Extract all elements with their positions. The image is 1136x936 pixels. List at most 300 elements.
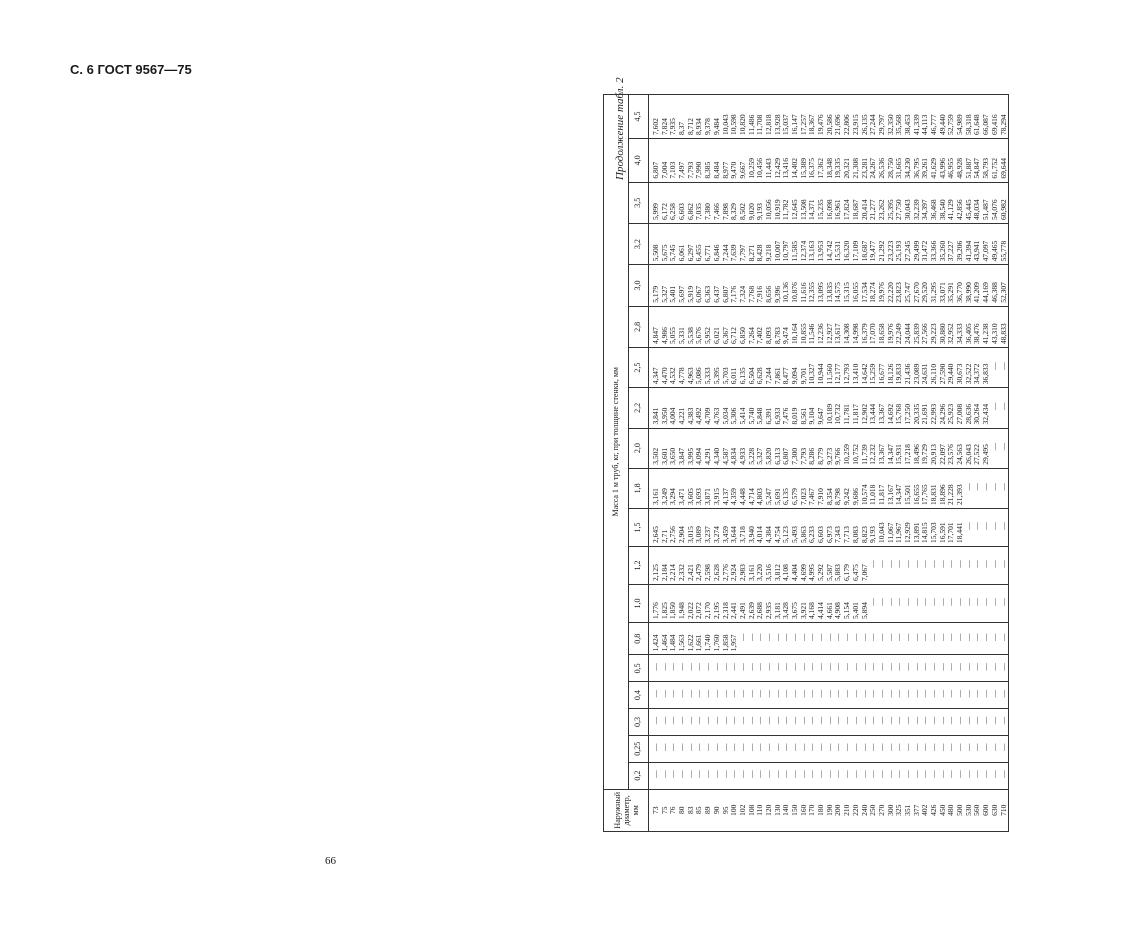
mass-value: —: [659, 689, 669, 698]
mass-value: 22,249: [894, 323, 904, 345]
mass-value: 6,172: [659, 203, 669, 220]
mass-value: —: [972, 598, 982, 606]
mass-value: —: [929, 770, 938, 778]
mass-value: 7,910: [816, 488, 826, 505]
mass-value: 14,308: [842, 323, 852, 345]
mass-value: 7,793: [798, 447, 808, 465]
mass-value: 2,125: [651, 564, 660, 581]
mass-value: 18,348: [824, 157, 834, 179]
mass-value: —: [998, 770, 1008, 778]
mass-value: 27,008: [955, 403, 965, 425]
mass-value: 1,622: [685, 634, 695, 652]
mass-value: —: [981, 633, 991, 641]
mass-value: 26,135: [859, 114, 869, 136]
mass-value: —: [972, 743, 982, 752]
mass-value: —: [781, 689, 791, 698]
mass-value: —: [989, 663, 999, 671]
diameter-value: 426: [929, 804, 938, 816]
mass-value: —: [772, 743, 782, 752]
mass-value: 14,402: [790, 157, 799, 179]
mass-value: —: [651, 663, 660, 671]
mass-value: —: [998, 716, 1008, 725]
mass-value: 29,223: [929, 323, 938, 345]
mass-value: 14,742: [824, 240, 834, 262]
mass-value: —: [911, 598, 921, 606]
mass-value: 6,297: [685, 244, 695, 262]
mass-value: —: [790, 663, 799, 671]
mass-value: —: [989, 716, 999, 725]
mass-value: 7,244: [763, 367, 773, 385]
mass-value: —: [963, 770, 973, 778]
mass-value: 3,921: [798, 602, 808, 619]
mass-value: 34,372: [972, 363, 982, 385]
mass-value: 4,291: [703, 447, 713, 465]
mass-value: 45,445: [963, 199, 973, 220]
mass-value: —: [955, 598, 965, 606]
mass-value: —: [859, 716, 869, 725]
mass-column: [649, 622, 1009, 654]
mass-value: 20,414: [859, 199, 869, 220]
mass-value: —: [685, 689, 695, 698]
mass-value: 3,871: [703, 488, 713, 505]
mass-value: 29,520: [920, 282, 930, 303]
mass-value: 6,455: [694, 244, 704, 262]
mass-value: 24,044: [902, 323, 912, 345]
mass-value: 5,055: [668, 327, 678, 345]
diameter-value: 480: [946, 804, 956, 816]
mass-value: —: [703, 743, 713, 752]
mass-value: 5,952: [703, 327, 713, 345]
mass-value: —: [972, 663, 982, 671]
mass-value: —: [807, 689, 817, 698]
mass-value: 3,161: [746, 564, 756, 581]
mass-value: 25,193: [894, 240, 904, 262]
mass-value: 4,933: [737, 447, 747, 465]
mass-value: —: [755, 716, 765, 725]
mass-value: 7,793: [685, 161, 695, 179]
mass-value: —: [998, 560, 1008, 568]
mass-value: 15,037: [781, 114, 791, 136]
mass-value: 3,847: [677, 447, 687, 465]
thickness-header: 1,5: [629, 508, 649, 546]
mass-value: 10,574: [859, 484, 869, 505]
mass-value: —: [737, 716, 747, 725]
mass-value: 3,675: [790, 602, 799, 619]
mass-value: 7,768: [746, 285, 756, 303]
mass-value: —: [885, 689, 895, 698]
mass-value: 3,812: [772, 564, 782, 581]
mass-value: —: [746, 743, 756, 752]
mass-value: 3,995: [685, 447, 695, 465]
mass-value: 27,566: [920, 323, 930, 345]
mass-value: —: [920, 560, 930, 568]
mass-value: —: [737, 743, 747, 752]
mass-value: 2,776: [720, 564, 730, 581]
mass-value: 2,022: [685, 602, 695, 619]
mass-value: —: [842, 689, 852, 698]
mass-value: 17,109: [850, 240, 860, 262]
mass-value: 7,990: [694, 161, 704, 179]
mass-value: 4,014: [755, 526, 765, 543]
mass-value: 2,332: [677, 564, 687, 581]
mass-column: [649, 182, 1009, 223]
mass-value: 4,986: [659, 327, 669, 345]
mass-value: 43,310: [989, 323, 999, 345]
mass-value: —: [876, 598, 886, 606]
mass-value: 5,123: [781, 526, 791, 543]
mass-value: 23,223: [885, 240, 895, 262]
mass-value: —: [833, 770, 843, 778]
mass-value: —: [963, 743, 973, 752]
mass-value: 46,777: [929, 114, 938, 136]
mass-value: 2,072: [694, 602, 704, 619]
mass-value: 6,973: [824, 526, 834, 543]
mass-value: 11,560: [824, 363, 834, 385]
mass-value: —: [981, 598, 991, 606]
mass-value: —: [972, 633, 982, 641]
mass-value: —: [685, 663, 695, 671]
mass-value: 41,129: [946, 199, 956, 220]
mass-value: 1,948: [677, 602, 687, 619]
thickness-header: 1,2: [629, 546, 649, 584]
mass-value: —: [929, 663, 938, 671]
mass-value: —: [859, 743, 869, 752]
mass-value: 17,070: [868, 323, 878, 345]
mass-value: —: [885, 560, 895, 568]
mass-value: —: [720, 716, 730, 725]
mass-value: —: [720, 743, 730, 752]
thickness-header: 0,2: [629, 762, 649, 789]
mass-value: 7,402: [755, 327, 765, 345]
mass-value: 12,929: [902, 522, 912, 543]
mass-value: 5,894: [859, 602, 869, 619]
thickness-header: 4,5: [629, 95, 649, 139]
mass-value: 5,863: [798, 526, 808, 543]
mass-value: 48,034: [972, 199, 982, 220]
mass-value: 5,740: [746, 407, 756, 425]
mass-value: 15,501: [902, 484, 912, 505]
mass-value: —: [694, 689, 704, 698]
mass-value: 10,056: [763, 199, 773, 220]
mass-value: 8,712: [685, 118, 695, 136]
mass-value: 78,294: [998, 114, 1008, 136]
mass-value: —: [998, 522, 1008, 530]
mass-value: 7,035: [694, 203, 704, 220]
mass-value: 36,468: [929, 199, 938, 220]
mass-value: 7,103: [668, 161, 678, 179]
mass-value: 29,499: [911, 240, 921, 262]
mass-value: 16,055: [850, 282, 860, 303]
mass-value: —: [694, 716, 704, 725]
mass-value: 23,915: [850, 114, 860, 136]
diameter-value: 402: [920, 804, 930, 816]
mass-value: —: [963, 483, 973, 491]
mass-value: 2,628: [711, 564, 721, 581]
mass-value: —: [781, 716, 791, 725]
mass-value: —: [859, 689, 869, 698]
mass-value: 7,300: [790, 447, 799, 465]
mass-value: —: [911, 633, 921, 641]
mass-value: 5,154: [842, 602, 852, 619]
mass-value: 19,729: [920, 444, 930, 465]
mass-value: 12,177: [833, 363, 843, 385]
mass-value: 60,982: [998, 199, 1008, 220]
mass-value: 12,818: [763, 114, 773, 136]
mass-value: 2,214: [668, 564, 678, 581]
mass-value: 48,928: [955, 157, 965, 179]
mass-value: 17,534: [859, 282, 869, 303]
mass-value: 25,395: [885, 199, 895, 220]
diameter-value: 108: [746, 804, 756, 816]
mass-value: 47,097: [981, 240, 991, 262]
mass-value: 41,209: [972, 282, 982, 303]
mass-value: 34,230: [902, 157, 912, 179]
mass-value: 12,793: [842, 363, 852, 385]
diameter-value: 95: [720, 806, 730, 815]
mass-value: 7,466: [711, 203, 721, 220]
mass-value: —: [989, 483, 999, 491]
mass-value: 1,464: [659, 634, 669, 652]
mass-value: 4,963: [685, 367, 695, 385]
mass-value: 26,110: [929, 363, 938, 385]
mass-value: 6,807: [720, 285, 730, 303]
mass-value: —: [972, 560, 982, 568]
mass-value: 24,631: [920, 363, 930, 385]
mass-value: 27,670: [911, 282, 921, 303]
mass-value: 11,739: [859, 444, 869, 465]
mass-value: 6,504: [746, 367, 756, 385]
mass-value: 4,754: [772, 526, 782, 543]
mass-value: 17,362: [816, 157, 826, 179]
mass-value: —: [981, 560, 991, 568]
mass-value: 2,421: [685, 564, 695, 581]
mass-value: —: [894, 598, 904, 606]
diameter-value: 75: [659, 806, 669, 815]
mass-value: —: [902, 716, 912, 725]
mass-value: 58,318: [963, 114, 973, 136]
mass-value: 7,935: [668, 118, 678, 136]
mass-value: 14,347: [885, 444, 895, 465]
mass-value: —: [659, 743, 669, 752]
mass-value: —: [876, 743, 886, 752]
mass-value: 9,020: [746, 203, 756, 220]
mass-value: 46,388: [989, 282, 999, 303]
diameter-value: 102: [737, 804, 747, 816]
mass-value: 11,967: [894, 522, 904, 543]
mass-value: —: [937, 560, 947, 568]
mass-value: 4,763: [711, 407, 721, 425]
mass-value: —: [798, 743, 808, 752]
mass-value: 6,061: [677, 244, 687, 262]
mass-value: —: [816, 689, 826, 698]
mass-value: 18,441: [955, 522, 965, 543]
mass-value: —: [651, 770, 660, 778]
mass-value: 7,324: [737, 285, 747, 303]
mass-value: 31,472: [920, 240, 930, 262]
mass-value: 10,007: [772, 240, 782, 262]
mass-value: 10,876: [790, 282, 799, 303]
mass-value: —: [929, 716, 938, 725]
mass-value: 4,470: [659, 367, 669, 385]
mass-value: 9,686: [850, 488, 860, 505]
mass-value: 16,591: [937, 522, 947, 543]
mass-value: 28,750: [885, 157, 895, 179]
mass-value: 3,471: [677, 488, 687, 505]
thickness-header: 2,5: [629, 348, 649, 388]
mass-value: 51,487: [981, 199, 991, 220]
mass-value: 16,655: [911, 484, 921, 505]
mass-value: —: [955, 633, 965, 641]
mass-value: 8,823: [859, 526, 869, 543]
mass-value: —: [703, 770, 713, 778]
diameter-value: 140: [781, 804, 791, 816]
diameter-value: 200: [833, 804, 843, 816]
mass-value: —: [963, 522, 973, 530]
mass-value: 11,443: [763, 158, 773, 179]
mass-value: —: [989, 770, 999, 778]
mass-value: 18,496: [911, 444, 921, 465]
mass-value: —: [711, 770, 721, 778]
mass-value: 5,327: [755, 447, 765, 465]
mass-value: 30,264: [972, 403, 982, 425]
mass-value: 41,339: [911, 114, 921, 136]
mass-value: 48,833: [998, 323, 1008, 345]
mass-value: 6,850: [737, 327, 747, 345]
mass-value: —: [894, 689, 904, 698]
diameter-value: 300: [885, 804, 895, 816]
mass-value: 4,714: [746, 488, 756, 505]
mass-value: 7,797: [737, 244, 747, 262]
mass-value: 7,343: [833, 526, 843, 543]
mass-value: 8,484: [711, 161, 721, 179]
mass-column: [649, 735, 1009, 762]
mass-value: 6,603: [677, 203, 687, 220]
mass-value: 21,228: [946, 484, 956, 505]
mass-column: [649, 388, 1009, 428]
mass-value: 5,228: [746, 447, 756, 465]
mass-value: 7,602: [651, 118, 660, 136]
mass-value: 3,693: [694, 488, 704, 505]
mass-value: 44,169: [981, 282, 991, 303]
diameter-value: 120: [763, 804, 773, 816]
mass-value: 15,531: [833, 240, 843, 262]
mass-value: —: [929, 598, 938, 606]
continuation-label: Продолжение табл. 2: [614, 77, 626, 180]
mass-value: —: [729, 716, 739, 725]
mass-value: —: [850, 663, 860, 671]
thickness-header: 0,5: [629, 655, 649, 682]
mass-value: 3,940: [746, 526, 756, 543]
mass-value: 1,563: [677, 634, 687, 652]
mass-value: 2,924: [729, 564, 739, 581]
mass-value: 8,977: [720, 161, 730, 179]
mass-value: 9,094: [790, 367, 799, 385]
mass-value: 10,752: [850, 444, 860, 465]
mass-value: —: [703, 689, 713, 698]
mass-value: 54,847: [972, 157, 982, 179]
mass-value: —: [790, 743, 799, 752]
mass-value: 8,354: [824, 488, 834, 505]
mass-value: —: [824, 770, 834, 778]
mass-value: —: [929, 743, 938, 752]
mass-value: 5,587: [824, 564, 834, 581]
mass-value: —: [685, 770, 695, 778]
mass-value: 4,108: [781, 564, 791, 581]
mass-value: 12,429: [772, 157, 782, 179]
mass-value: 4,404: [790, 564, 799, 581]
diameter-value: 180: [816, 804, 826, 816]
mass-value: 6,712: [729, 327, 739, 345]
mass-value: —: [885, 633, 895, 641]
diameter-value: 710: [998, 804, 1008, 816]
diameter-value: 110: [755, 804, 765, 816]
mass-value: —: [850, 716, 860, 725]
mass-value: 6,603: [816, 526, 826, 543]
mass-value: 3,294: [668, 488, 678, 505]
mass-value: 13,444: [868, 403, 878, 425]
mass-value: —: [763, 770, 773, 778]
mass-value: 25,923: [946, 403, 956, 425]
mass-value: 9,474: [781, 327, 791, 345]
mass-value: —: [772, 716, 782, 725]
mass-value: 7,264: [746, 327, 756, 345]
mass-value: —: [937, 598, 947, 606]
thickness-header: 2,2: [629, 388, 649, 428]
mass-value: 19,833: [894, 363, 904, 385]
mass-value: 10,164: [790, 323, 799, 345]
mass-value: 6,233: [807, 526, 817, 543]
mass-value: —: [937, 689, 947, 698]
mass-value: —: [929, 633, 938, 641]
mass-value: 66,087: [981, 114, 991, 136]
mass-value: 4,532: [668, 367, 678, 385]
mass-value: —: [807, 770, 817, 778]
mass-value: 6,475: [850, 564, 860, 581]
mass-value: 32,522: [963, 363, 973, 385]
mass-value: —: [668, 770, 678, 778]
mass-value: —: [981, 689, 991, 698]
mass-value: 24,296: [937, 403, 947, 425]
mass-value: 7,244: [720, 244, 730, 262]
mass-value: —: [868, 716, 878, 725]
mass-value: 3,161: [651, 488, 660, 505]
mass-value: —: [885, 663, 895, 671]
mass-value: —: [998, 362, 1008, 370]
mass-value: 17,824: [842, 199, 852, 220]
mass-value: 38,540: [937, 199, 947, 220]
diameter-header: Наружный диаметр, мм: [604, 789, 649, 831]
mass-value: —: [989, 560, 999, 568]
diameter-value: 160: [798, 804, 808, 816]
mass-value: —: [955, 743, 965, 752]
diameter-value: 100: [729, 804, 739, 816]
mass-value: 5,247: [763, 488, 773, 505]
mass-column: [649, 508, 1009, 546]
mass-value: 11,781: [842, 404, 852, 425]
mass-value: 6,367: [720, 327, 730, 345]
mass-value: 3,605: [685, 488, 695, 505]
mass-value: 6,135: [781, 488, 791, 505]
mass-value: —: [876, 560, 886, 568]
mass-value: 6,846: [711, 244, 721, 262]
mass-value: 1,825: [659, 602, 669, 619]
mass-value: 23,089: [911, 363, 921, 385]
mass-value: —: [685, 743, 695, 752]
mass-value: 18,274: [868, 282, 878, 303]
mass-value: —: [920, 598, 930, 606]
mass-value: 42,856: [955, 199, 965, 220]
mass-value: 52,759: [946, 114, 956, 136]
